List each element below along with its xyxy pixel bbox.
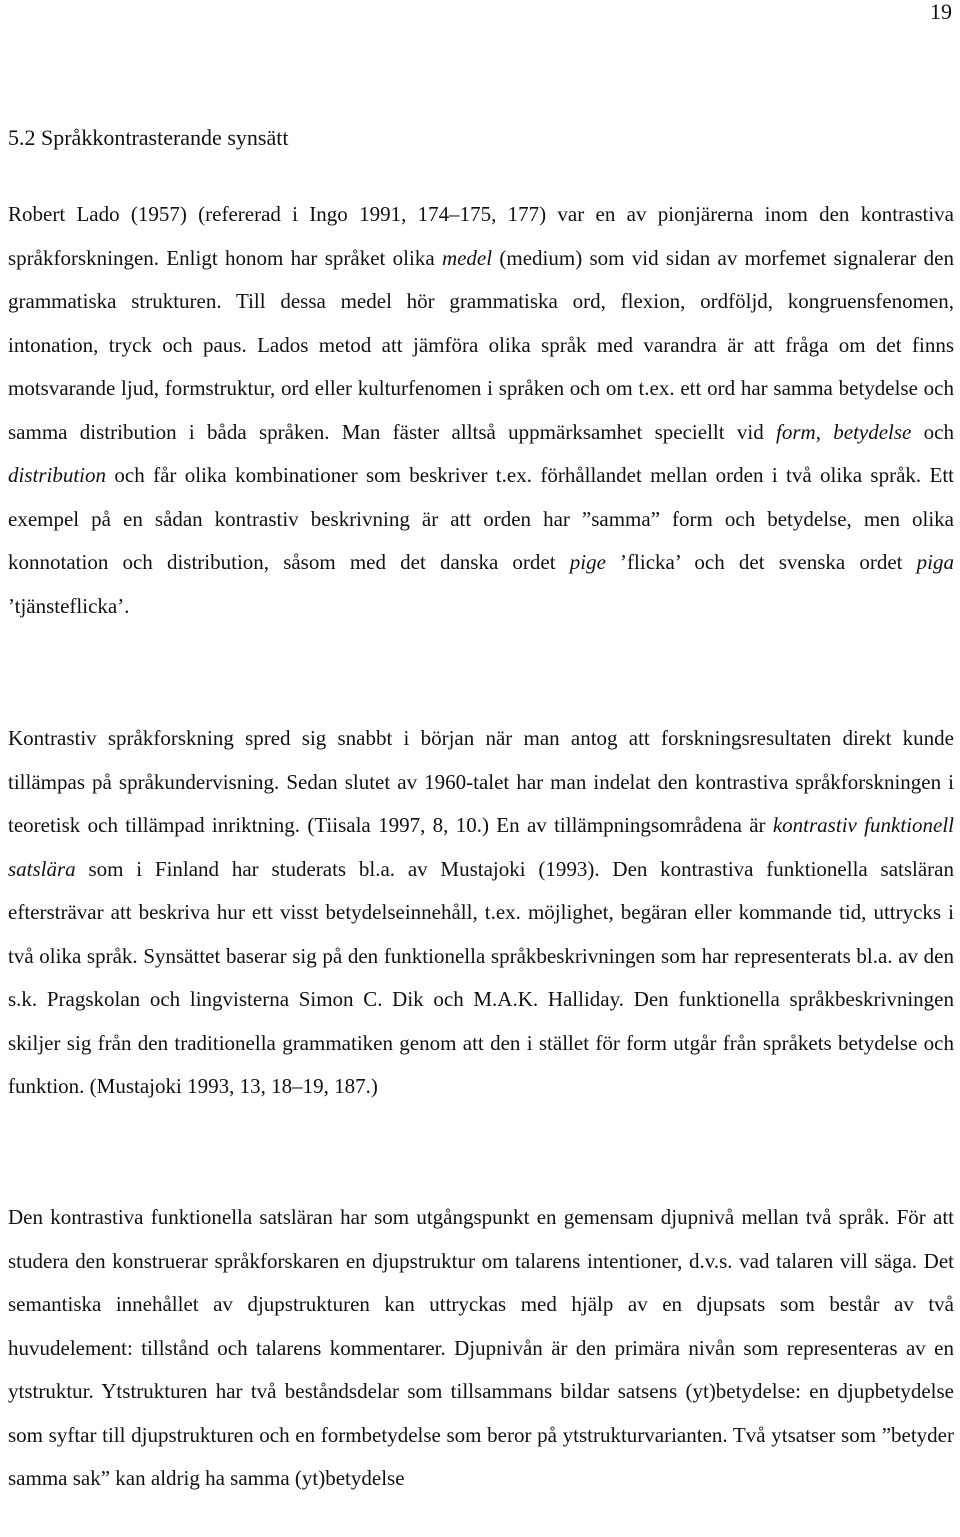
text-run: Robert Lado (1957) (refererad i Ingo 1991, 174–175, 177) var en av pionjärerna inom den kontrastiva språkforskningen. Enligt honom har språket olika [8, 202, 954, 270]
paragraph-2 [8, 717, 954, 1109]
text-run: och får olika kombinationer som beskriver t.ex. förhållandet mellan orden i två olika språk. Ett exempel på en sådan kontrastiv beskrivning är att orden har ”samma” form och betydelse, men olika konnotation och distribution, såsom med det danska ordet [8, 463, 954, 574]
text-run: som i Finland har studerats bl.a. av Mustajoki (1993). Den kontrastiva funktionella satsläran eftersträvar att beskriva hur ett visst betydelseinnehåll, t.ex. möjlighet, begäran eller kommande tid, uttrycks i två olika språk. Synsättet baserar sig på den funktionella språkbeskrivningen som har representerats bl.a. av den s.k. Pragskolan och lingvisterna Simon C. Dik och M.A.K. Halliday. Den funktionella språkbeskrivningen skiljer sig från den traditionella grammatiken genom att den i stället för form utgår från språkets betydelse och funktion. (Mustajoki 1993, 13, 18–19, 187.) [8, 856, 954, 1098]
paragraph-3 [8, 1196, 954, 1501]
text-run: (medium) som vid sidan av morfemet signalerar den grammatiska strukturen. Till dessa medel hör grammatiska ord, flexion, ordföljd, kongruensfenomen, intonation, tryck och paus. Lados metod att jämföra olika språk med varandra är att fråga om det finns motsvarande ljud, formstruktur, ord eller kulturfenomen i språken och om t.ex. ett ord har samma betydelse och samma distribution i båda språken. Man fäster alltså uppmärksamhet speciellt vid [8, 245, 954, 444]
italic-term: betydelse [833, 419, 912, 444]
italic-term: kontrastiv funktionell satslära [8, 813, 954, 881]
italic-term: distribution [8, 463, 107, 487]
italic-term: form [776, 419, 816, 444]
section-heading: 5.2 Språkkontrasterande synsätt [8, 125, 289, 150]
text-run: och [911, 419, 954, 444]
text-run: ’flicka’ och det svenska ordet [605, 550, 917, 574]
page-number: 19 [930, 0, 952, 24]
text-run: Kontrastiv språkforskning spred sig snabbt i början när man antog att forskningsresultaten direkt kunde tillämpas på språkundervisning. Sedan slutet av 1960-talet har man indelat den kontrastiva språkforskningen i teoretisk och tillämpad inriktning. (Tiisala 1997, 8, 10.) En av tillämpningsområdena är [8, 726, 954, 837]
paragraph-1 [8, 193, 954, 628]
text-run: ’tjänsteflicka’. [8, 593, 130, 618]
italic-term: piga [916, 550, 954, 574]
text-run: , [815, 419, 834, 444]
text-run: Den kontrastiva funktionella satsläran har som utgångspunkt en gemensam djupnivå mellan två språk. För att studera den konstruerar språkforskaren en djupstruktur om talarens intentioner, d.v.s. vad talaren vill säga. Det semantiska innehållet av djupstrukturen kan uttryckas med hjälp av en djupsats som består av två huvudelement: tillstånd och talarens kommentarer. Djupnivån är den primära nivån som representeras av en ytstruktur. Ytstrukturen har två beståndsdelar som tillsammans bildar satsens (yt)betydelse: en djupbetydelse som syftar till djupstrukturen och en formbetydelse som beror på ytstrukturvarianten. Två ytsatser som ”betyder samma sak” kan aldrig ha samma (yt)betydelse [8, 1205, 954, 1490]
italic-term: medel [441, 245, 493, 270]
italic-term: pige [569, 550, 606, 574]
